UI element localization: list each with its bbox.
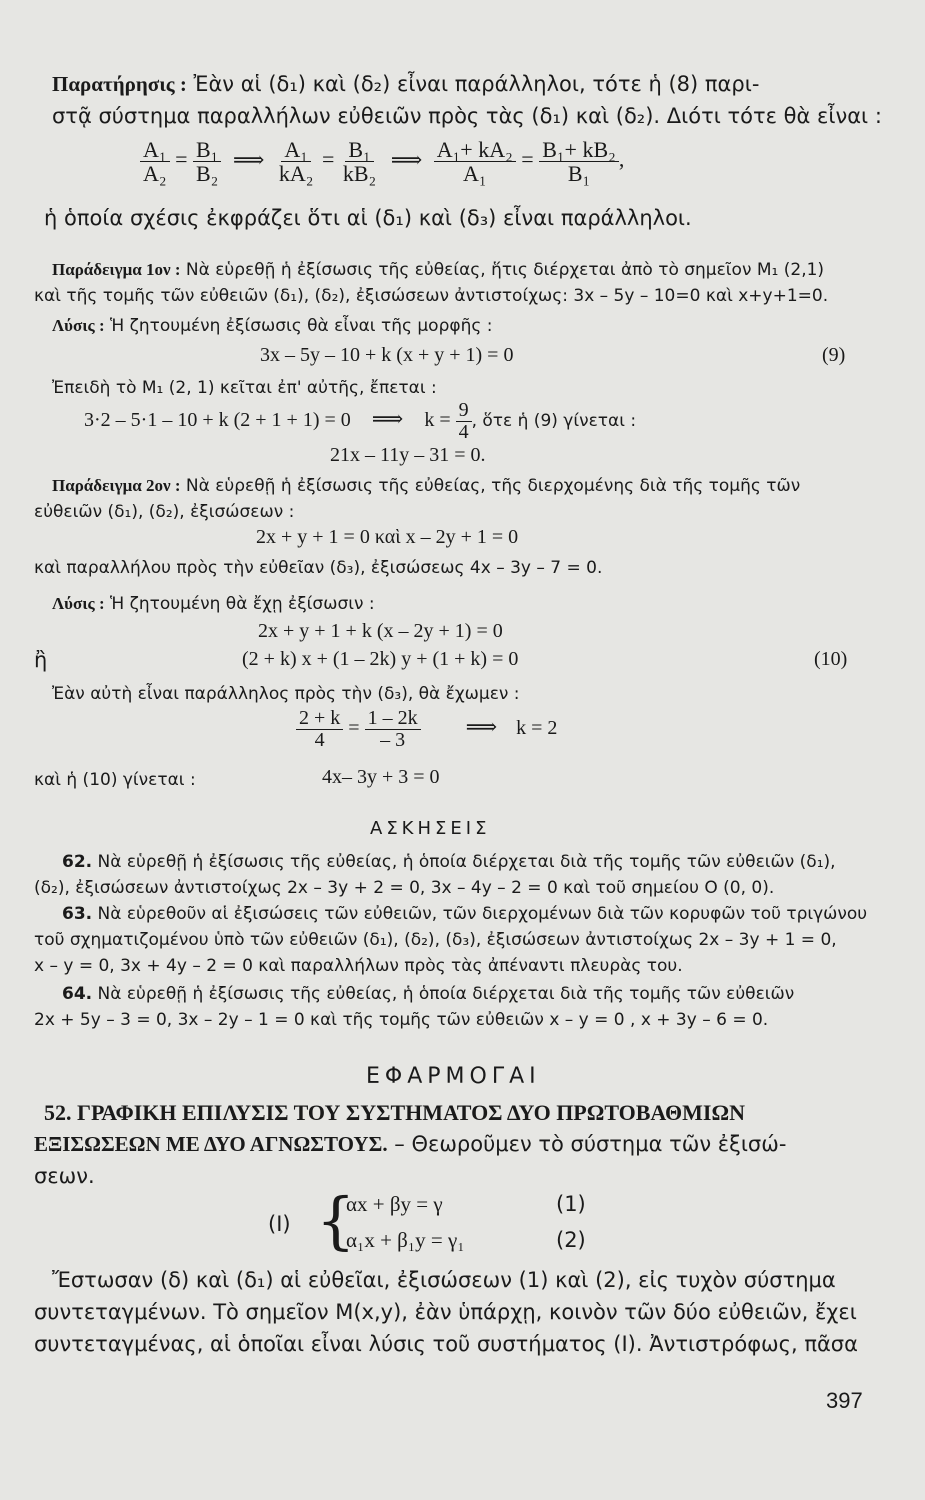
example2-line-3: καὶ παραλλήλου πρὸς τὴν εὐθεῖαν (δ₃), ἐξισώσεως 4x – 3y – 7 = 0. <box>34 558 603 578</box>
equation-9-tag: (9) <box>822 344 846 366</box>
system-eq-2: α₁x + β₁y = γ₁ <box>346 1228 465 1252</box>
example2-equations: 2x + y + 1 = 0 καὶ x – 2y + 1 = 0 <box>256 526 519 548</box>
fraction-a1-ka2: $\frac{\text{A₁}}{\text{kA₂}}$ <box>278 137 314 187</box>
remark-label: Παρατήρησις : <box>52 72 187 96</box>
section-52-title-2: ΕΞΙΣΩΣΕΩΝ ΜΕ ΔΥΟ ΑΓΝΩΣΤΟΥΣ. – Θεωροῦμεν τὸ σύστημα τῶν ἐξισώ- <box>34 1132 787 1156</box>
exercise-62-line-1: 62. Νὰ εὑρεθῇ ἡ ἐξίσωσις τῆς εὐθείας, ἡ ὁποία διέρχεται διὰ τῆς τομῆς τῶν εὐθειῶν (δ₁), <box>62 852 836 872</box>
exercise-63-line-3: x – y = 0, 3x + 4y – 2 = 0 καὶ παραλλήλων πρὸς τὰς ἀπέναντι πλευρὰς του. <box>34 956 683 976</box>
example1-solution: Λύσις : Ἡ ζητουμένη ἐξίσωσις θὰ εἶναι τῆς μορφῆς : <box>52 316 493 336</box>
exercise-63-line-2: τοῦ σχηματιζομένου ὑπὸ τῶν εὐθειῶν (δ₁), (δ₂), (δ₃), ἐξισώσεων ἀντιστοίχως 2x – 3y + 1 = 0, <box>34 930 837 950</box>
example1-line-2: καὶ τῆς τομῆς τῶν εὐθειῶν (δ₁), (δ₂), ἐξισώσεων ἀντιστοίχως: 3x – 5y – 10=0 καὶ x+y+1=0. <box>34 286 829 306</box>
implies-arrow: ⟹ <box>232 146 265 172</box>
remark-line-2: στᾷ σύστημα παραλλήλων εὐθειῶν πρὸς τὰς (δ₁) καὶ (δ₂). Διότι τότε θὰ εἶναι : <box>52 104 882 128</box>
example1-label: Παράδειγμα 1ον : <box>52 260 181 279</box>
exercise-64-line-2: 2x + 5y – 3 = 0, 3x – 2y – 1 = 0 καὶ τῆς τομῆς τῶν εὐθειῶν x – y = 0 , x + 3y – 6 = 0. <box>34 1010 769 1030</box>
example2-if-parallel: Ἐὰν αὐτὴ εἶναι παράλληλος πρὸς τὴν (δ₃), θὰ ἔχωμεν : <box>52 684 520 704</box>
paragraph-line-3: συντεταγμένας, αἱ ὁποῖαι εἶναι λύσις τοῦ συστήματος (I). Ἀντιστρόφως, πᾶσα <box>34 1332 858 1356</box>
example2-line-2: εὐθειῶν (δ₁), (δ₂), ἐξισώσεων : <box>34 502 295 522</box>
example1-calc: 3·2 – 5·1 – 10 + k (2 + 1 + 1) = 0 ⟹ k = $\frac{9}{4}$ , ὅτε ἡ (9) γίνεται : <box>84 399 637 443</box>
implies-arrow-2: ⟹ <box>390 146 423 172</box>
example1-since: Ἐπειδὴ τὸ M₁ (2, 1) κεῖται ἐπ' αὐτῆς, ἔπεται : <box>52 378 437 398</box>
fraction-b1-kb2: $\frac{\text{B₁}}{\text{kB₂}}$ <box>342 137 377 187</box>
exercises-heading: ΑΣΚΗΣΕΙΣ <box>370 818 491 839</box>
exercise-64-line-1: 64. Νὰ εὑρεθῇ ἡ ἐξίσωσις τῆς εὐθείας, ἡ ὁποία διέρχεται διὰ τῆς τομῆς τῶν εὐθειῶν <box>62 984 795 1004</box>
example2-proportion: $\frac{2 + k}{4}$ = $\frac{1 - 2k}{- 3}$ ⟹ k = 2 <box>296 708 557 751</box>
remark-text-1: Ἐὰν αἱ (δ₁) καὶ (δ₂) εἶναι παράλληλοι, τότε ἡ (8) παρι- <box>193 72 760 96</box>
exercise-62-line-2: (δ₂), ἐξισώσεων ἀντιστοίχως 2x – 3y + 2 = 0, 3x – 4y – 2 = 0 καὶ τοῦ σημείου O (0, 0). <box>34 878 775 898</box>
example2-eq-a: 2x + y + 1 + k (x – 2y + 1) = 0 <box>258 620 503 642</box>
system-tag-1: (1) <box>556 1192 586 1216</box>
page-number: 397 <box>826 1388 863 1413</box>
remark-line-1 <box>52 72 759 97</box>
paragraph-line-2: συντεταγμένων. Τὸ σημεῖον M(x,y), ἐὰν ὑπάρχῃ, κοινὸν τῶν δύο εὐθειῶν, ἔχει <box>34 1300 857 1324</box>
fraction-sum-b: $\frac{\text{B₁+ kB₂}}{\text{B₁}}$ <box>539 138 619 185</box>
example2-and: καὶ ἡ (10) γίνεται : <box>34 770 196 790</box>
system-label: (I) <box>268 1212 291 1236</box>
equation-9: 3x – 5y – 10 + k (x + y + 1) = 0 <box>260 344 514 366</box>
example2-label: Παράδειγμα 2ον : <box>52 476 181 495</box>
remark-line-3: ἡ ὁποία σχέσις ἐκφράζει ὅτι αἱ (δ₁) καὶ (δ₃) εἶναι παράλληλοι. <box>44 206 692 230</box>
system-brace: { <box>316 1184 356 1257</box>
example1-line-1: Παράδειγμα 1ον : Νὰ εὑρεθῇ ἡ ἐξίσωσις τῆς εὐθείας, ἥτις διέρχεται ἀπὸ τὸ σημεῖον M₁ (2,1) <box>52 260 825 280</box>
equation-10-tag: (10) <box>814 648 848 670</box>
paragraph-line-1: Ἔστωσαν (δ) καὶ (δ₁) αἱ εὐθεῖαι, ἐξισώσεων (1) καὶ (2), εἰς τυχὸν σύστημα <box>52 1268 836 1292</box>
fraction-a1-a2: $\frac{\text{A₁}}{\text{A₂}}$ <box>140 138 170 185</box>
exercise-63-line-1: 63. Νὰ εὑρεθοῦν αἱ ἐξισώσεις τῶν εὐθειῶν, τῶν διερχομένων διὰ τῶν κορυφῶν τοῦ τριγώνου <box>62 904 868 924</box>
section-52-title-1: 52. ΓΡΑΦΙΚΗ ΕΠΙΛΥΣΙΣ ΤΟΥ ΣΥΣΤΗΜΑΤΟΣ ΔΥΟ ΠΡΩΤΟΒΑΘΜΙΩΝ <box>44 1100 745 1125</box>
system-eq-1: αx + βy = γ <box>346 1192 443 1216</box>
remark-equation: $\frac{\text{A₁}}{\text{A₂}}$ = $\frac{\text{B₁}}{\text{B₂}}$ ⟹ $\frac{\text{A₁}}{\text{kA₂}}$ = $\frac{\text{B₁}}{\text{kB₂}}$ ⟹ $\frac{\text{A₁+ kA₂}}{\text{A₁}}$ = $\frac{\text{B₁+ kB₂}}{\text{B₁}}$ , <box>140 138 624 185</box>
fraction-sum-a: $\frac{\text{A₁+ kA₂}}{\text{A₁}}$ <box>434 138 516 185</box>
applications-heading: ΕΦΑΡΜΟΓΑΙ <box>366 1064 541 1089</box>
equation-10: (2 + k) x + (1 – 2k) y + (1 + k) = 0 <box>242 648 519 670</box>
example1-result: 21x – 11y – 31 = 0. <box>330 444 486 466</box>
fraction-b1-b2: $\frac{\text{B₁}}{\text{B₂}}$ <box>193 138 221 185</box>
section-52-cont: σεων. <box>34 1164 95 1188</box>
example2-line-1: Παράδειγμα 2ον : Νὰ εὑρεθῇ ἡ ἐξίσωσις τῆς εὐθείας, τῆς διερχομένης διὰ τῆς τομῆς τῶν <box>52 476 801 496</box>
example2-or: ἢ <box>34 648 48 672</box>
example2-solution: Λύσις : Ἡ ζητουμένη θὰ ἔχῃ ἐξίσωσιν : <box>52 594 375 614</box>
example2-result: 4x– 3y + 3 = 0 <box>322 766 440 788</box>
system-tag-2: (2) <box>556 1228 586 1252</box>
